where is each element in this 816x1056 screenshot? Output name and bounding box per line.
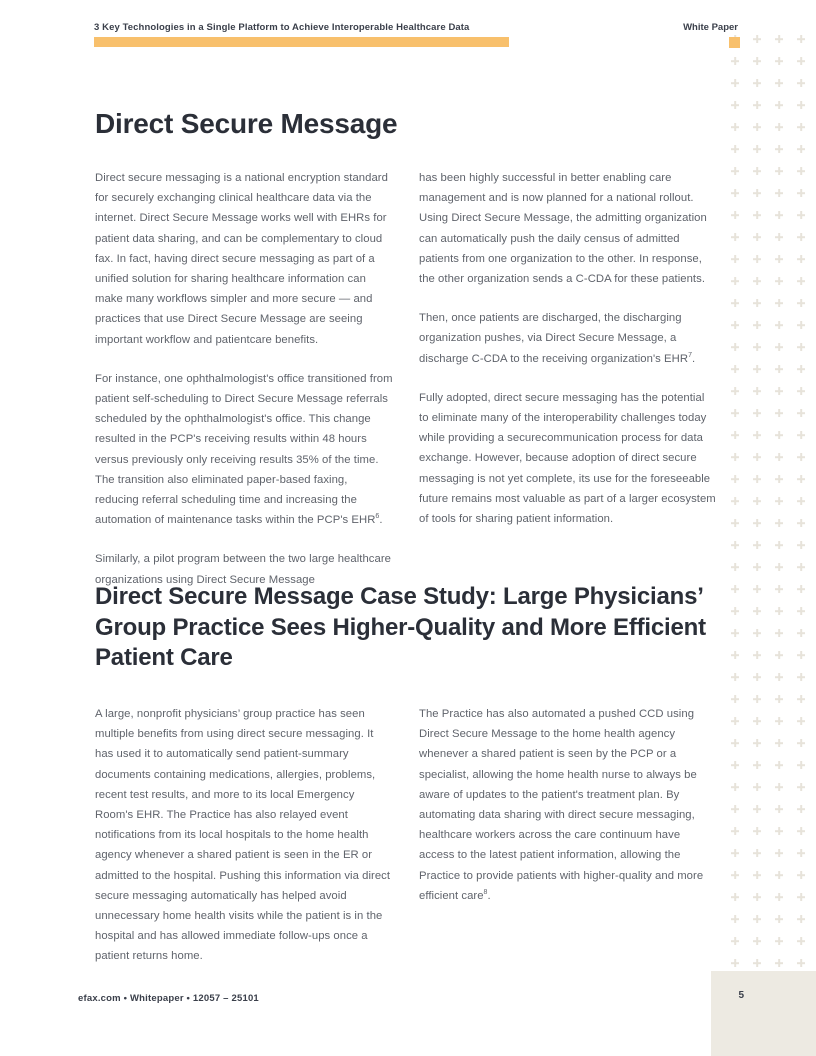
plus-icon <box>746 776 768 798</box>
section-two-left-column <box>95 704 393 967</box>
plus-icon <box>724 512 746 534</box>
footnote-marker: 6 <box>375 513 380 521</box>
plus-icon <box>790 94 812 116</box>
footnote-marker: 8 <box>483 889 488 897</box>
plus-icon <box>768 512 790 534</box>
plus-icon <box>768 204 790 226</box>
plus-icon <box>768 50 790 72</box>
plus-icon <box>768 72 790 94</box>
plus-icon <box>746 666 768 688</box>
plus-icon <box>746 512 768 534</box>
plus-icon <box>746 138 768 160</box>
plus-icon <box>790 908 812 930</box>
plus-icon <box>790 512 812 534</box>
plus-icon <box>790 226 812 248</box>
plus-icon <box>724 600 746 622</box>
plus-icon <box>724 314 746 336</box>
plus-icon <box>724 578 746 600</box>
plus-icon <box>790 160 812 182</box>
plus-icon <box>790 182 812 204</box>
plus-icon <box>724 138 746 160</box>
plus-icon <box>768 798 790 820</box>
plus-icon <box>746 446 768 468</box>
plus-icon <box>790 600 812 622</box>
plus-icon <box>790 204 812 226</box>
plus-icon <box>724 248 746 270</box>
plus-icon <box>768 424 790 446</box>
plus-icon <box>790 314 812 336</box>
plus-icon <box>790 446 812 468</box>
plus-icon <box>790 864 812 886</box>
plus-icon <box>768 644 790 666</box>
plus-icon <box>724 424 746 446</box>
plus-icon <box>724 798 746 820</box>
plus-icon <box>790 666 812 688</box>
plus-icon <box>746 72 768 94</box>
plus-icon <box>724 820 746 842</box>
plus-icon <box>790 930 812 952</box>
plus-icon <box>768 446 790 468</box>
plus-icon <box>724 666 746 688</box>
plus-icon <box>746 600 768 622</box>
plus-icon <box>724 886 746 908</box>
plus-icon <box>790 468 812 490</box>
plus-icon <box>724 490 746 512</box>
header-accent-square <box>729 37 740 48</box>
plus-icon <box>724 710 746 732</box>
paragraph: Similarly, a pilot program between the two large healthcare organizations using Direct Secure Message <box>95 553 391 586</box>
plus-icon <box>790 842 812 864</box>
plus-icon <box>724 864 746 886</box>
plus-icon <box>746 402 768 424</box>
plus-icon <box>768 380 790 402</box>
plus-icon <box>790 556 812 578</box>
plus-icon <box>724 116 746 138</box>
plus-icon <box>746 842 768 864</box>
plus-icon <box>746 116 768 138</box>
plus-icon <box>746 204 768 226</box>
plus-icon <box>790 776 812 798</box>
paragraph-text: Then, once patients are discharged, the discharging organization pushes, via Direct Secure Message, a discharge C-CDA to the receiving organization's EHR <box>419 312 689 365</box>
plus-icon <box>790 336 812 358</box>
plus-icon <box>724 688 746 710</box>
plus-icon <box>768 908 790 930</box>
plus-icon <box>724 292 746 314</box>
plus-icon <box>746 820 768 842</box>
paragraph: Then, once patients are discharged, the discharging organization pushes, via Direct Secure Message, a discharge C-CDA to the receiving organization's EHR$^7$. <box>419 312 696 365</box>
plus-icon <box>746 930 768 952</box>
case-study-heading: Direct Secure Message Case Study: Large Physicians’ Group Practice Sees Higher-Quality and More Efficient Patient Care <box>95 583 706 672</box>
page-title: Direct Secure Message <box>95 108 398 139</box>
plus-icon <box>746 28 768 50</box>
plus-icon <box>724 908 746 930</box>
plus-icon <box>724 842 746 864</box>
plus-icon <box>746 380 768 402</box>
plus-icon <box>746 556 768 578</box>
plus-icon <box>746 644 768 666</box>
plus-icon <box>790 380 812 402</box>
plus-icon <box>724 446 746 468</box>
page-number: 5 <box>738 990 744 1001</box>
plus-icon <box>768 556 790 578</box>
plus-icon <box>724 94 746 116</box>
plus-icon <box>724 270 746 292</box>
plus-icon <box>724 336 746 358</box>
plus-icon <box>768 622 790 644</box>
section-one-left-column <box>95 168 393 590</box>
paragraph-text: For instance, one ophthalmologist's office transitioned from patient self-scheduling to Direct Secure Message referrals scheduled by the ophthalmologist's office. This change resulted in the PCP's receiving results within 48 hours versus previously only receiving results 35% of the time. The transition also eliminated paper-based faxing, reducing referral scheduling time and increasing the automation of maintenance tasks within the PCP's EHR <box>95 372 393 527</box>
plus-icon <box>768 358 790 380</box>
plus-icon <box>724 402 746 424</box>
plus-icon <box>768 160 790 182</box>
paragraph: has been highly successful in better enabling care management and is now planned for a national rollout. Using Direct Secure Message, the admitting organization can automatically push the daily census of admitted patients from one organization to the other. In response, the other organization sends a C-CDA for these patients. <box>419 172 707 286</box>
plus-icon <box>724 622 746 644</box>
plus-icon <box>746 754 768 776</box>
paragraph-text: The Practice has also automated a pushed CCD using Direct Secure Message to the home health agency whenever a shared patient is seen by the PCP or a specialist, allowing the home health nurse to always be aware of updates to the patient's treatment plan. By automating data sharing with direct secure messaging, healthcare workers across the care continuum have access to the latest patient information, allowing the Practice to provide patients with higher-quality and more efficient care <box>419 708 704 902</box>
footer-text: efax.com • Whitepaper • 12057 – 25101 <box>78 993 259 1004</box>
plus-icon <box>746 908 768 930</box>
header-title: 3 Key Technologies in a Single Platform to Achieve Interoperable Healthcare Data <box>94 22 470 33</box>
paragraph: Fully adopted, direct secure messaging has the potential to eliminate many of the interoperability challenges today while providing a securecommunication process for data exchange. However, because adoption of direct secure messaging is not yet complete, its use for the foreseeable future remains most valuable as part of a larger ecosystem of tools for sharing patient information. <box>419 391 716 526</box>
plus-icon <box>724 556 746 578</box>
plus-icon <box>724 930 746 952</box>
paragraph: Direct secure messaging is a national encryption standard for securely exchanging clinical healthcare data via the internet. Direct Secure Message works well with EHRs for patient data sharing, and can be complementary to cloud fax. In fact, having direct secure messaging as part of a unified solution for sharing healthcare information can make many workflows simpler and more secure — and practices that use Direct Secure Message are seeing important workflow and patientcare benefits. <box>95 172 388 346</box>
plus-icon <box>746 314 768 336</box>
plus-icon <box>746 468 768 490</box>
plus-icon <box>768 248 790 270</box>
plus-icon <box>768 468 790 490</box>
plus-icon <box>768 886 790 908</box>
plus-icon <box>768 314 790 336</box>
plus-icon <box>790 292 812 314</box>
plus-icon <box>768 28 790 50</box>
plus-icon <box>724 160 746 182</box>
page-number-box <box>711 971 816 1056</box>
plus-icon <box>746 226 768 248</box>
plus-icon <box>724 380 746 402</box>
plus-icon <box>768 688 790 710</box>
plus-icon <box>768 292 790 314</box>
plus-icon <box>790 820 812 842</box>
plus-icon <box>790 358 812 380</box>
plus-icon <box>790 424 812 446</box>
plus-icon <box>790 270 812 292</box>
plus-icon <box>790 798 812 820</box>
plus-icon <box>768 600 790 622</box>
plus-icon <box>724 182 746 204</box>
page-header <box>94 22 738 33</box>
paragraph: A large, nonprofit physicians’ group practice has seen multiple benefits from using direct secure messaging. It has used it to automatically send patient-summary documents containing medications, allergies, problems, recent test results, and more to its local Emergency Room's EHR. The Practice has also relayed event notifications from its local hospitals to the home health agency whenever a shared patient is seen in the ER or admitted to the hospital. Pushing this information via direct secure messaging automatically has helped avoid unnecessary home health visits while the patient is in the hospital and has allowed immediate follow-ups once a patient returns home. <box>95 708 391 963</box>
plus-icon <box>746 886 768 908</box>
plus-icon <box>790 138 812 160</box>
plus-icon <box>746 336 768 358</box>
plus-icon <box>768 930 790 952</box>
footnote-marker: 7 <box>688 351 693 359</box>
plus-icon <box>790 754 812 776</box>
plus-icon <box>724 226 746 248</box>
plus-icon <box>724 72 746 94</box>
plus-icon <box>768 754 790 776</box>
plus-icon <box>768 534 790 556</box>
paragraph: For instance, one ophthalmologist's office transitioned from patient self-scheduling to Direct Secure Message referrals scheduled by the ophthalmologist's office. This change resulted in the PCP's receiving results within 48 hours versus previously only receiving results 35% of the time. The transition also eliminated paper-based faxing, reducing referral scheduling time and increasing the automation of maintenance tasks within the PCP's EHR$^6$. <box>95 372 393 527</box>
plus-icon <box>790 116 812 138</box>
section-two-right-column <box>419 704 717 967</box>
plus-icon <box>768 490 790 512</box>
plus-icon <box>790 490 812 512</box>
plus-icon <box>768 94 790 116</box>
plus-icon <box>790 534 812 556</box>
plus-icon <box>790 622 812 644</box>
plus-icon <box>746 50 768 72</box>
plus-icon <box>768 820 790 842</box>
plus-icon <box>768 578 790 600</box>
plus-icon <box>768 732 790 754</box>
plus-icon <box>768 336 790 358</box>
plus-icon <box>790 72 812 94</box>
paragraph: The Practice has also automated a pushed CCD using Direct Secure Message to the home health agency whenever a shared patient is seen by the PCP or a specialist, allowing the home health nurse to always be aware of updates to the patient's treatment plan. By automating data sharing with direct secure messaging, healthcare workers across the care continuum have access to the latest patient information, allowing the Practice to provide patients with higher-quality and more efficient care$^8$. <box>419 708 704 902</box>
plus-icon <box>746 94 768 116</box>
plus-icon <box>768 182 790 204</box>
plus-icon <box>768 138 790 160</box>
plus-icon <box>790 578 812 600</box>
plus-icon <box>790 710 812 732</box>
plus-icon <box>768 402 790 424</box>
section-one-columns <box>95 168 717 590</box>
plus-icon <box>746 688 768 710</box>
plus-icon <box>768 842 790 864</box>
plus-icon <box>724 732 746 754</box>
plus-icon <box>746 424 768 446</box>
plus-icon <box>768 116 790 138</box>
plus-icon <box>790 248 812 270</box>
plus-icon <box>746 578 768 600</box>
plus-icon <box>724 204 746 226</box>
plus-icon <box>746 490 768 512</box>
plus-icon <box>724 754 746 776</box>
plus-icon <box>768 776 790 798</box>
section-one-right-column <box>419 168 717 590</box>
plus-icon <box>746 182 768 204</box>
plus-icon <box>724 644 746 666</box>
plus-icon <box>790 402 812 424</box>
plus-icon <box>746 732 768 754</box>
plus-icon <box>768 666 790 688</box>
plus-icon <box>768 710 790 732</box>
plus-icon <box>746 160 768 182</box>
plus-icon <box>790 886 812 908</box>
header-kicker: White Paper <box>683 22 738 33</box>
plus-icon <box>746 710 768 732</box>
plus-icon <box>746 622 768 644</box>
plus-icon <box>746 358 768 380</box>
plus-icon <box>790 28 812 50</box>
plus-icon <box>746 292 768 314</box>
plus-icon <box>746 534 768 556</box>
plus-icon <box>724 358 746 380</box>
decorative-plus-pattern <box>722 28 812 978</box>
plus-icon <box>746 798 768 820</box>
plus-icon <box>790 50 812 72</box>
plus-icon <box>768 270 790 292</box>
section-two-columns <box>95 704 717 967</box>
plus-icon <box>790 732 812 754</box>
plus-icon <box>768 226 790 248</box>
header-accent-rule <box>94 37 509 47</box>
plus-icon <box>746 270 768 292</box>
plus-icon <box>724 50 746 72</box>
plus-icon <box>790 688 812 710</box>
plus-icon <box>768 864 790 886</box>
plus-icon <box>724 776 746 798</box>
plus-icon <box>746 248 768 270</box>
plus-icon <box>790 644 812 666</box>
plus-icon <box>724 534 746 556</box>
plus-icon <box>724 468 746 490</box>
plus-icon <box>746 864 768 886</box>
